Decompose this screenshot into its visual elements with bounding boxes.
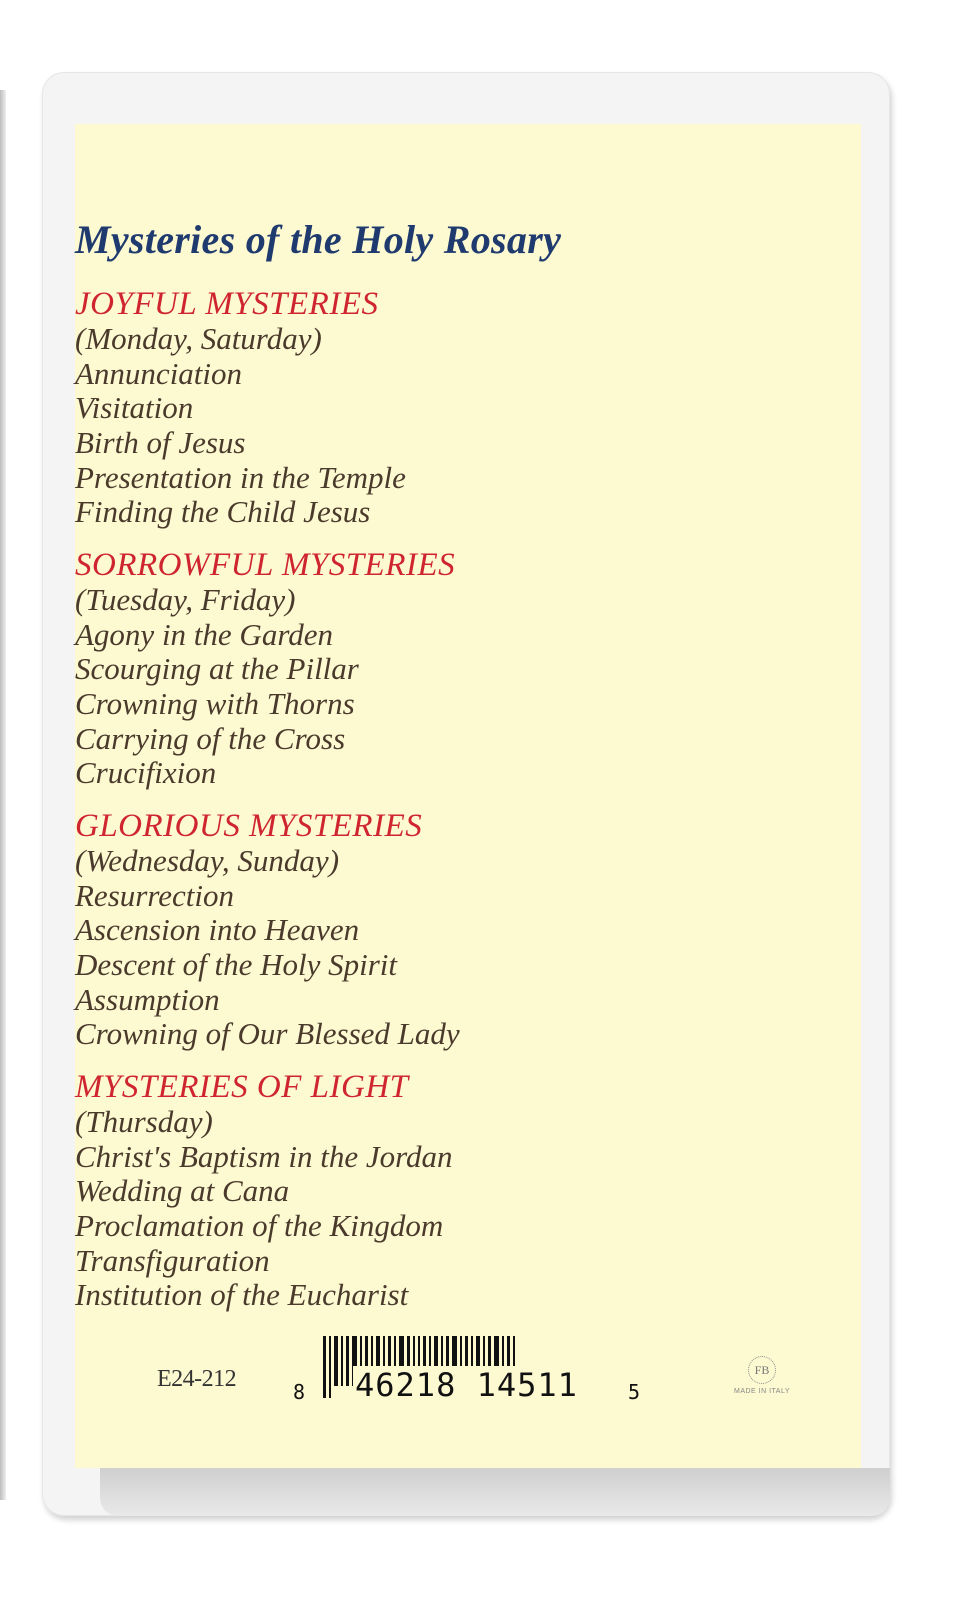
section-glorious [75,808,861,1052]
section-joyful [75,286,861,530]
mystery-item: Agony in the Garden [75,616,333,652]
mystery-item: Resurrection [75,877,234,913]
mystery-item: Finding the Child Jesus [75,494,371,530]
logo-monogram: FB [748,1356,776,1384]
mystery-item: Annunciation [75,355,243,391]
section-heading: JOYFUL MYSTERIES [75,286,379,322]
section-days: (Wednesday, Sunday) [75,843,340,878]
section-light [75,1069,861,1313]
section-heading: MYSTERIES OF LIGHT [75,1069,409,1105]
logo-text: MADE IN ITALY [733,1388,791,1395]
mystery-item: Presentation in the Temple [75,459,406,495]
mystery-item: Assumption [75,981,220,1017]
section-days: (Thursday) [75,1104,213,1139]
mystery-item: Ascension into Heaven [75,912,360,948]
mystery-item: Descent of the Holy Spirit [75,947,397,983]
mystery-item: Crucifixion [75,755,217,791]
barcode-last-digit: 5 [628,1380,641,1404]
barcode-main-digits: 46218 14511 [355,1366,578,1404]
product-code: E24-212 [157,1366,237,1392]
mystery-item: Transfiguration [75,1242,270,1278]
mystery-item: Carrying of the Cross [75,720,346,756]
section-heading: GLORIOUS MYSTERIES [75,808,423,844]
sleeve-shadow [100,1468,890,1516]
section-days: (Monday, Saturday) [75,321,322,356]
card-title: Mysteries of the Holy Rosary [75,217,562,262]
section-days: (Tuesday, Friday) [75,582,296,617]
section-sorrowful [75,547,861,791]
mystery-item: Crowning with Thorns [75,686,355,722]
mystery-item: Wedding at Cana [75,1173,290,1209]
mystery-item: Proclamation of the Kingdom [75,1208,444,1244]
publisher-seal-icon [730,1352,794,1402]
mystery-item: Visitation [75,390,194,426]
mystery-item: Scourging at the Pillar [75,651,359,687]
mystery-item: Crowning of Our Blessed Lady [75,1016,460,1052]
mystery-item: Institution of the Eucharist [75,1277,409,1313]
mystery-item: Christ's Baptism in the Jordan [75,1138,453,1174]
barcode-first-digit: 8 [293,1380,306,1404]
section-heading: SORROWFUL MYSTERIES [75,547,456,583]
prayer-card [75,124,861,1468]
mystery-item: Birth of Jesus [75,425,246,461]
adjacent-card-edge [0,90,6,1500]
barcode [293,1336,653,1406]
